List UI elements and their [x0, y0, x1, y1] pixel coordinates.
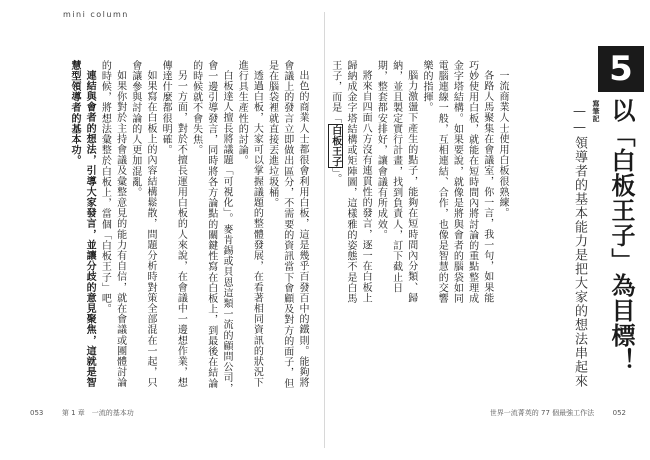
paragraph: 腦力激盪下產生的點子，能夠在短時間內分類、歸納，並且製定實行計畫，找到負責人，訂下截止日期，整套都安排好，讓會議有所成效。 [375, 60, 417, 304]
paragraph-with-term: 將來自四面八方沒有連貫性的發言，逐一在白板上歸納成金字塔結構或矩陣圖，這樣雅的姿態不是白馬王子，而是「白板王子」。 [329, 60, 372, 304]
left-body-text [65, 60, 310, 395]
conclusion-paragraph: 連結與會者的想法，引導大家發言，並讓分歧的意見聚焦，這就是智慧型領導者的基本功。 [68, 60, 96, 388]
section-tag: 寫筆記 [592, 100, 600, 123]
right-footer [490, 408, 626, 418]
paragraph: 出色的商業人士都很會利用白板，這是幾乎百發百中的鐵則。能夠將會議上的發言立即做出區分，不需要的資訊當下會顧及對方的面子，但是在腦袋裡就直接丟進垃圾桶。 [266, 60, 308, 389]
paragraph: 如果你對於主持會議及彙整意見的能力有自信，就在會議或團體討論的時候，將想法彙整於白板上，當個「白板王子」吧。 [99, 60, 126, 388]
left-footer [30, 408, 134, 418]
page-number: 053 [30, 409, 44, 417]
chapter-label: 第 1 章 一流的基本功 [61, 409, 134, 417]
paragraph: 透過白板，大家可以掌握議題的整體發展，在看著相同資訊的狀況下進行具生產性的討論。 [236, 60, 263, 388]
paragraph: 另一方面，對於不擅長運用白板的人來說，在會議中一邊想作業，想傳達什麼都很明確。 [160, 60, 187, 388]
paragraph: 白板達人擅長將議題「可視化」。麥肯錫或貝恩這類一流的顧問公司，會一邊引導發言，同時將各方論點的關鍵性寫在白板上，到最後在結論的時候就不會失焦。 [190, 60, 232, 394]
chapter-number-badge: 5 [598, 46, 644, 92]
paragraph: 一流商業人士使用白板很熟練。 [497, 70, 508, 219]
paragraph: 如果寫在白板上的內容結構鬆散，問題分析時對策全部混在一起，只會讓參與討論的人更加混亂。 [129, 60, 156, 388]
book-title: 世界一流菁英的 77 個最強工作法 [489, 409, 595, 417]
paragraph-text: 將來自四面八方沒有連貫性的發言，逐一在白板上歸納成金字塔結構或矩陣圖，這樣雅的姿態不是白馬王子，而是 [329, 60, 372, 304]
right-body-text [329, 60, 510, 310]
headline: 以「白板王子」為目標！ [607, 98, 635, 373]
paragraph: 各路人馬聚集在會議室，你一言，我一句，如果能巧妙使用白板，就能在短時間內將討論的重點整理成金字塔結構。如果要說，就像是將與會者的腦袋如同電腦連線一般，互相連結、合作，也像是智慧的交響樂的指揮。 [420, 60, 493, 304]
page-number: 052 [612, 409, 626, 417]
subheadline: ——領導者的基本能力是把大家的想法串起來 [572, 104, 587, 388]
right-page [325, 0, 650, 460]
closing-punct: 。 [329, 173, 341, 185]
running-brand: mini column [63, 10, 129, 19]
framed-term: 白板王子 [329, 124, 341, 168]
